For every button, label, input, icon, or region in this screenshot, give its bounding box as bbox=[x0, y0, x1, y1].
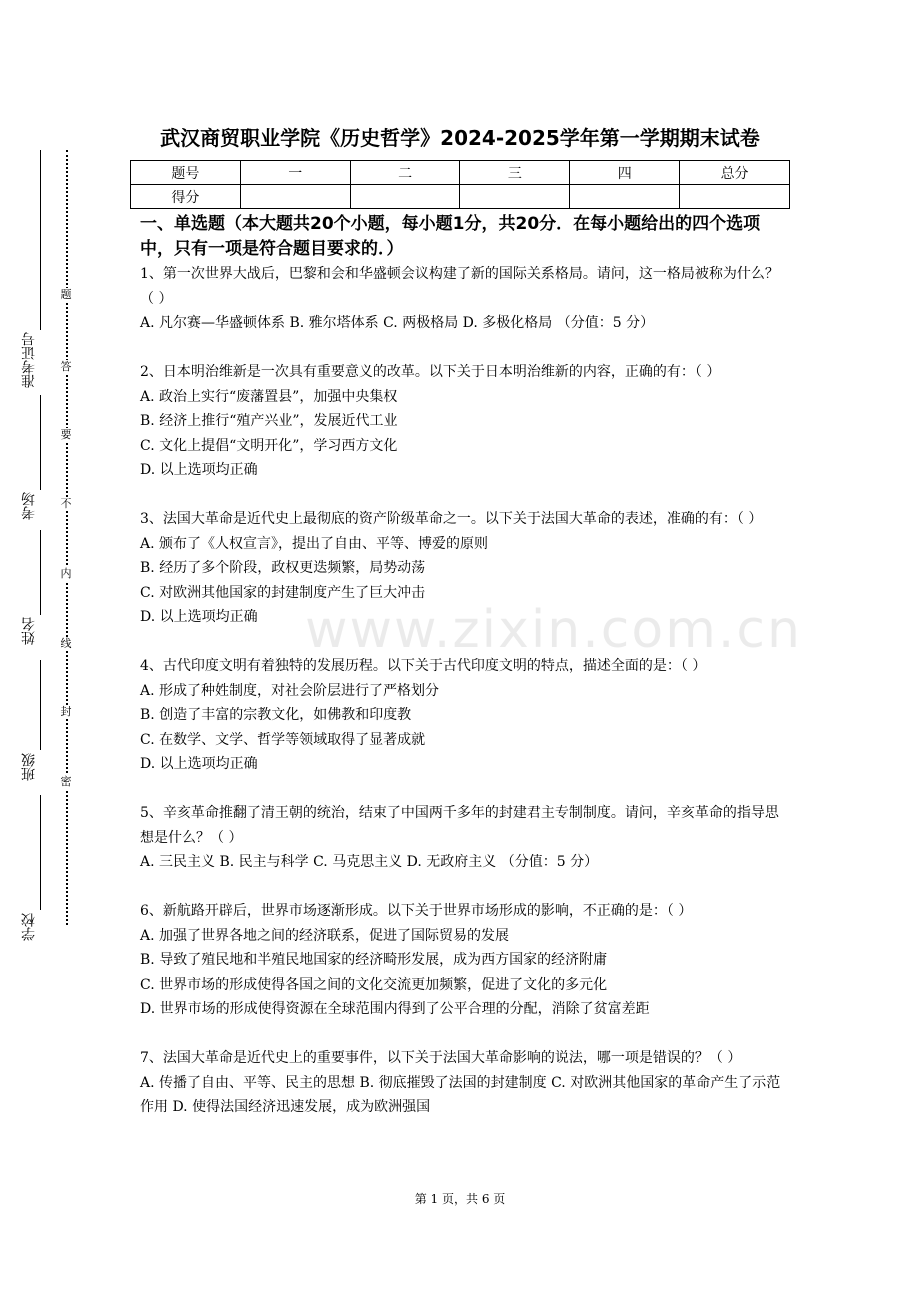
exam-title: 武汉商贸职业学院《历史哲学》2024-2025学年第一学期期末试卷 bbox=[160, 126, 760, 150]
question-options: A. 传播了自由、平等、民主的思想 B. 彻底摧毁了法国的封建制度 C. 对欧洲其他国家的革命产生了示范作用 D. 使得法国经济迅速发展，成为欧洲强国 bbox=[140, 1074, 781, 1115]
score-input-cell[interactable] bbox=[460, 185, 570, 209]
question-option: B. 经济上推行“殖产兴业”，发展近代工业 bbox=[140, 413, 398, 429]
question-stem: 4、古代印度文明有着独特的发展历程。以下关于古代印度文明的特点，描述全面的是：（ ） bbox=[140, 658, 707, 674]
score-header-cell: 总分 bbox=[680, 161, 790, 185]
margin-label-school: 学校 bbox=[21, 913, 37, 941]
question-option: B. 导致了殖民地和半殖民地国家的经济畸形发展，成为西方国家的经济附庸 bbox=[140, 952, 608, 968]
seal-char: 线 bbox=[58, 637, 74, 651]
fill-line bbox=[40, 395, 41, 490]
fill-line bbox=[40, 530, 41, 615]
score-input-cell[interactable] bbox=[570, 185, 680, 209]
page-footer: 第 1 页，共 6 页 bbox=[414, 1192, 506, 1206]
fill-line bbox=[40, 150, 41, 330]
question-options: A. 凡尔赛—华盛顿体系 B. 雅尔塔体系 C. 两极格局 D. 多极化格局 （分值：5 分） bbox=[140, 315, 655, 331]
question-option: B. 创造了丰富的宗教文化，如佛教和印度教 bbox=[140, 707, 412, 723]
question-option: D. 以上选项均正确 bbox=[140, 462, 258, 478]
score-row-label: 得分 bbox=[131, 185, 241, 209]
question-option: C. 文化上提倡“文明开化”，学习西方文化 bbox=[140, 437, 398, 454]
score-input-cell[interactable] bbox=[680, 185, 790, 209]
seal-char: 密 bbox=[58, 775, 74, 789]
question-option: C. 在数学、文学、哲学等领域取得了显著成就 bbox=[140, 731, 426, 748]
seal-char: 要 bbox=[58, 428, 74, 442]
margin-label-class: 班级 bbox=[21, 753, 37, 781]
seal-dotted-line bbox=[66, 150, 68, 925]
margin-label-exam-number: 准考证号 bbox=[21, 332, 37, 388]
score-header-cell: 二 bbox=[350, 161, 460, 185]
question-list bbox=[140, 262, 790, 1144]
question-option: B. 经历了多个阶段，政权更迭频繁，局势动荡 bbox=[140, 560, 426, 576]
question-stem: 7、法国大革命是近代史上的重要事件，以下关于法国大革命影响的说法，哪一项是错误的？（ ） bbox=[140, 1050, 742, 1066]
score-input-cell[interactable] bbox=[240, 185, 350, 209]
fill-line bbox=[40, 795, 41, 910]
question-option: A. 加强了世界各地之间的经济联系，促进了国际贸易的发展 bbox=[140, 927, 510, 944]
question-item bbox=[140, 360, 790, 483]
question-stem: 2、日本明治维新是一次具有重要意义的改革。以下关于日本明治维新的内容，正确的有：（ ） bbox=[140, 364, 721, 380]
score-table-score-row bbox=[131, 185, 790, 209]
score-table bbox=[130, 160, 790, 209]
question-option: D. 以上选项均正确 bbox=[140, 609, 258, 625]
score-header-cell: 一 bbox=[240, 161, 350, 185]
question-stem: 5、辛亥革命推翻了清王朝的统治，结束了中国两千多年的封建君主专制制度。请问，辛亥革命的指导思想是什么？（ ） bbox=[140, 805, 779, 846]
question-stem: 6、新航路开辟后，世界市场逐渐形成。以下关于世界市场形成的影响，不正确的是：（ ） bbox=[140, 903, 693, 919]
question-stem: 1、第一次世界大战后，巴黎和会和华盛顿会议构建了新的国际关系格局。请问，这一格局被称为什么？（ ） bbox=[140, 266, 779, 307]
question-option: C. 对欧洲其他国家的封建制度产生了巨大冲击 bbox=[140, 584, 426, 601]
question-item bbox=[140, 899, 790, 1022]
margin-label-name: 姓名 bbox=[21, 617, 37, 645]
seal-char: 不 bbox=[58, 497, 74, 511]
question-options: A. 三民主义 B. 民主与科学 C. 马克思主义 D. 无政府主义 （分值：5 分） bbox=[140, 854, 599, 870]
question-option: A. 颁布了《人权宣言》，提出了自由、平等、博爱的原则 bbox=[140, 535, 489, 552]
question-item bbox=[140, 801, 790, 875]
question-option: A. 政治上实行“废藩置县”，加强中央集权 bbox=[140, 388, 398, 405]
question-option: A. 形成了种姓制度，对社会阶层进行了严格划分 bbox=[140, 682, 440, 699]
score-table-header-row bbox=[131, 161, 790, 185]
score-header-cell: 三 bbox=[460, 161, 570, 185]
question-item bbox=[140, 262, 790, 336]
question-option: D. 世界市场的形成使得资源在全球范围内得到了公平合理的分配，消除了贫富差距 bbox=[140, 1001, 650, 1017]
watermark: www.zixin.com.cn bbox=[305, 600, 802, 660]
question-item bbox=[140, 654, 790, 777]
question-option: C. 世界市场的形成使得各国之间的文化交流更加频繁，促进了文化的多元化 bbox=[140, 976, 608, 993]
seal-char: 封 bbox=[58, 705, 74, 719]
score-header-cell: 四 bbox=[570, 161, 680, 185]
binding-margin bbox=[0, 0, 120, 1302]
question-stem: 3、法国大革命是近代史上最彻底的资产阶级革命之一。以下关于法国大革命的表述，准确的有：（ ） bbox=[140, 511, 763, 527]
score-input-cell[interactable] bbox=[350, 185, 460, 209]
fill-line bbox=[40, 660, 41, 750]
seal-char: 内 bbox=[58, 567, 74, 581]
section-heading: 一、单选题（本大题共20个小题，每小题1分，共20分．在每小题给出的四个选项中，只有一项是符合题目要求的．） bbox=[140, 214, 761, 259]
question-option: D. 以上选项均正确 bbox=[140, 756, 258, 772]
margin-label-exam-room: 考场 bbox=[21, 492, 37, 520]
question-item bbox=[140, 1046, 790, 1120]
score-header-cell: 题号 bbox=[131, 161, 241, 185]
seal-char: 答 bbox=[58, 360, 74, 374]
seal-char: 题 bbox=[58, 288, 74, 302]
